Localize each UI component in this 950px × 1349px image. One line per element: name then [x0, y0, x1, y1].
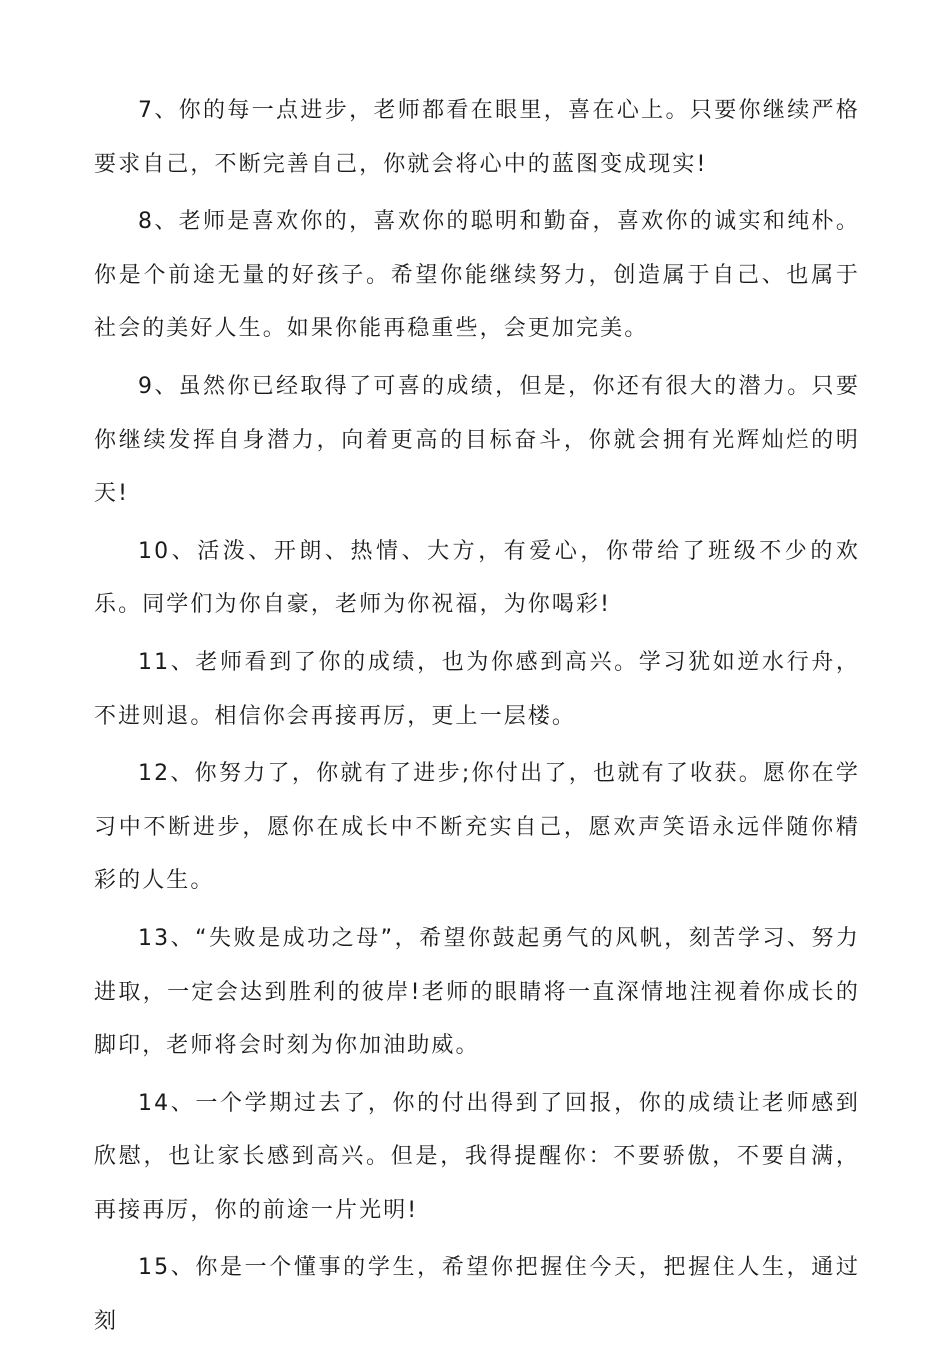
comment-paragraph-11: 11、老师看到了你的成绩，也为你感到高兴。学习犹如逆水行舟，不进则退。相信你会再接再厉，更上一层楼。: [94, 649, 860, 729]
comment-paragraph-13: 13、“失败是成功之母”，希望你鼓起勇气的风帆，刻苦学习、努力进取，一定会达到胜利的彼岸!老师的眼睛将一直深情地注视着你成长的脚印，老师将会时刻为你加油助威。: [94, 925, 860, 1059]
comment-paragraph-10: 10、活泼、开朗、热情、大方，有爱心，你带给了班级不少的欢乐。同学们为你自豪，老师为你祝福，为你喝彩!: [94, 538, 860, 618]
comment-paragraph-9: 9、虽然你已经取得了可喜的成绩，但是，你还有很大的潜力。只要你继续发挥自身潜力，向着更高的目标奋斗，你就会拥有光辉灿烂的明天!: [94, 373, 860, 507]
comment-paragraph-14: 14、一个学期过去了，你的付出得到了回报，你的成绩让老师感到欣慰，也让家长感到高兴。但是，我得提醒你：不要骄傲，不要自满，再接再厉，你的前途一片光明!: [94, 1090, 860, 1223]
comment-paragraph-12: 12、你努力了，你就有了进步;你付出了，也就有了收获。愿你在学习中不断进步，愿你在成长中不断充实自己，愿欢声笑语永远伴随你精彩的人生。: [94, 761, 860, 894]
comment-paragraph-15: 15、你是一个懂事的学生，希望你把握住今天，把握住人生，通过刻: [94, 1255, 860, 1335]
comment-paragraph-7: 7、你的每一点进步，老师都看在眼里，喜在心上。只要你继续严格要求自己，不断完善自己，你就会将心中的蓝图变成现实!: [94, 98, 860, 177]
comment-paragraph-8: 8、老师是喜欢你的，喜欢你的聪明和勤奋，喜欢你的诚实和纯朴。你是个前途无量的好孩子。希望你能继续努力，创造属于自己、也属于社会的美好人生。如果你能再稳重些，会更加完美。: [94, 209, 860, 342]
